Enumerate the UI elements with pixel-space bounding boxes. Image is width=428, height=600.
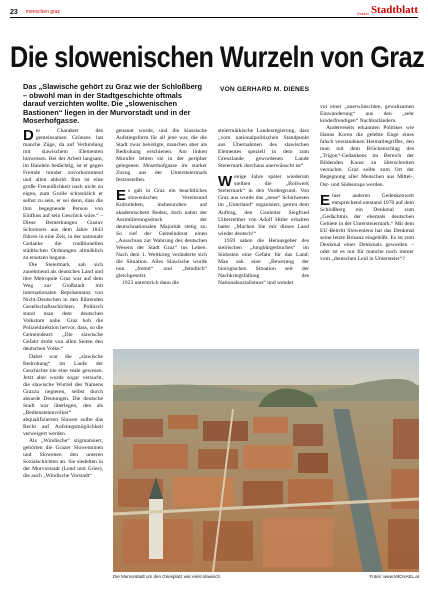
aerial-city-photo bbox=[113, 349, 419, 572]
paragraph: steiermärkische Landesregierung, dass „vom nationalpolitischen Standpunkt aus Übernahmen des slawischen Elementes speziell in dem zum Grenzlande gewordenen Lande Steiermark durchaus unerwünscht ist“. bbox=[218, 128, 309, 170]
header-rule bbox=[10, 17, 418, 18]
paragraph bbox=[23, 128, 103, 262]
paragraph: Dabei war die „slawische Bedrohung“ im Laufe der Geschichte nie eine reale gewesen. Jetzt aber wurde sogar versucht, die slawische Wurzel des Namens Grazzu negieren, selbst durch absurde Deutungen. Die deutsche Stadt war überlegen, den als „Bedienstetenvölker“ abqualifizierten Slawen sollte das Recht auf Aufstiegsmöglichkeit verweigert werden. bbox=[23, 353, 103, 438]
author-line: VON GERHARD M. DIENES bbox=[220, 86, 310, 93]
page-number: 23 bbox=[10, 9, 18, 16]
photo-caption: Die Murvorstadt um den Griesplatz war einst slawisch. bbox=[113, 574, 222, 579]
paragraph bbox=[320, 193, 414, 263]
logo-small: Grazer bbox=[356, 11, 369, 16]
paragraph: Andererseits erkannten Politiker wie Hanns Koren die gelebte Enge eines falsch verstandenen Heimatbegriffes, den man mit dem Brückenschlag des „Trigon“-Gedankens im Bereich der Bildenden Kunst zu überschreiten versuchte. Graz sollte zum Ort der Begegnung aller Menschen aus Mittel-, Ost- und Südeuropa werden. bbox=[320, 125, 414, 188]
paragraph-text: iner anderen Gedenkenwelt entsprechend entstand 1970 auf dem Schloßberg ein Denkmal zum „Gedächtnis der ehemals deutschen Gebiete in der Untersteiermark.“ Mit dem EU-Beitritt Sloweniens hat das Denkmal seine letzte Brisanz eingebüßt. Es ist zum Denkmal einer Denkmals geworden – oder ist es nur für manche noch immer vom „deutschen Leid in Untersteier“? bbox=[320, 192, 414, 262]
paragraph: 1923 unterstrich dann die bbox=[122, 279, 180, 286]
publication-logo bbox=[355, 5, 418, 16]
paragraph bbox=[116, 188, 207, 280]
paragraph-text: s gab in Graz ein beachtliches slowenisches Vereinsund Kulturleben, insbesondere auf akademischem Boden, doch nahm der Assimilierungsdruck der deutschnationalen Majorität stetig zu. So rief der Gemeinderat einen „Ausschuss zur Wahrung des deutschen Wesens der Stadt Graz“ ins Leben. Nach dem 1. Weltkrieg veränderte sich die Situation. Alles Slawische wurde nun „fremd“ und „feindlich“ gleichgesetzt. bbox=[116, 188, 207, 279]
article-column-1 bbox=[23, 128, 103, 480]
dropcap: E bbox=[116, 187, 127, 205]
paragraph: Als „Windische“ stigmatisiert, gehörten die Grazer Slowenninen und Slowenen den unteren Sozialschichten an. Sie siedelten in der Murvorstadt (Lend und Gries), die auch „Windische Vorstadt“ bbox=[23, 438, 103, 480]
dropcap: D bbox=[23, 127, 34, 144]
paragraph bbox=[218, 174, 309, 237]
article-column-4 bbox=[320, 104, 414, 346]
photo-caption-row bbox=[113, 574, 419, 579]
page-header bbox=[10, 2, 418, 16]
paragraph: 1959 sahen die Herausgeber des steirischen „Jungbürgerbuches“ im Südosten eine Gefahr für das Land: Man sah eine „Bewerung der biologischen Situation seit der Nachkriegsfallung des Nationalsozialismus“ und wendet bbox=[218, 237, 309, 286]
paragraph-text: enige Jahre später wiederum stellten die „Bollwerk Steiermark“ in den Vordergrund. Von Graz aus wurde das „neue“ Schulwesen im „Unterland“ organisiert, getreu dem Auftrag, den Gauleiter Siegfried Uiberreither von Adolf Hitler erhalten hatte: „Machen Sie mir dieses Land wieder deutsch!“ bbox=[218, 174, 309, 237]
paragraph: Die Steiermark sah sich zunehmend als deutsches Land und ihre Metropole Graz war auf dem Weg zur Großstadt mit internationalen Repräsentanz von Nicht-Deutschen in den führenden Gesellschaftsschichten. Politisch stand man dem deutschen Volkstum nahe. Graz hob die Polizeidirektion hervor, dass, so die Gemeindeart: „Die slawische Gefahr droht von allen Seiten den deutschen Volke.“ bbox=[23, 261, 103, 353]
section-label: menschen graz bbox=[25, 9, 60, 15]
article-column-3 bbox=[218, 128, 309, 346]
headline: Die slowenischen Wurzeln von Graz bbox=[10, 41, 425, 74]
paragraph: vor einer „unerwünschten, gewaltsamen Einwanderung“ aus den „sehr kinderfreudigen“ Nachbarländern. bbox=[320, 104, 414, 125]
logo-main: Stadtblatt bbox=[370, 4, 418, 16]
deck-text: Das „Slawische gehört zu Graz wie der Schloßberg – obwohl man in der Stadtgeschichte oftmals darauf verzichten wollte. Die „slowenischen Bastionen“ liegen in der Murvorstadt und in der Moserhofgasse. bbox=[23, 82, 203, 126]
dropcap: W bbox=[218, 173, 233, 191]
photo-credit: Fotos: www.MICHAEL.at bbox=[369, 574, 419, 579]
city-image bbox=[113, 349, 419, 572]
paragraph: genannt wurde, und die klassische Aufstiegsform für all jene war, die die Stadt zwar benötigte, manchen aber als Bedrohung erschienen. Am linken Murufer lebten sie in der peripher gelegenen Moserhofgasse im starker Zuzug aus der Untersteiermark festzustellen. bbox=[116, 128, 207, 184]
paragraph-text: er Charakter des gemeinsamen Grünzes hat manche Züge, da auf Verbindung mit slawischem Elementen hinweisen. Bei der Arbeit langsam, im Handeln bedächtig, ist er gegen Fremde minder zuvorkommend und allen abhold. Ihm ist eine große Freundlichkeit nach nicht zu eigen, zum Grolle schrecklich er selbst zu sein, er sei denn, dass die ihm begegnende Person von Einfluss auf sein Geschick wäre.“ – Diese Bemerkungen Gustav Schreiners aus dem Jahre 1843 führen in eine Zeit, in der nationale Gedanke die traditionellen städtischen Ordnungen allmählich zu ersetzen begann. bbox=[23, 128, 103, 261]
dropcap: E bbox=[320, 191, 331, 209]
article-column-2 bbox=[116, 128, 207, 346]
